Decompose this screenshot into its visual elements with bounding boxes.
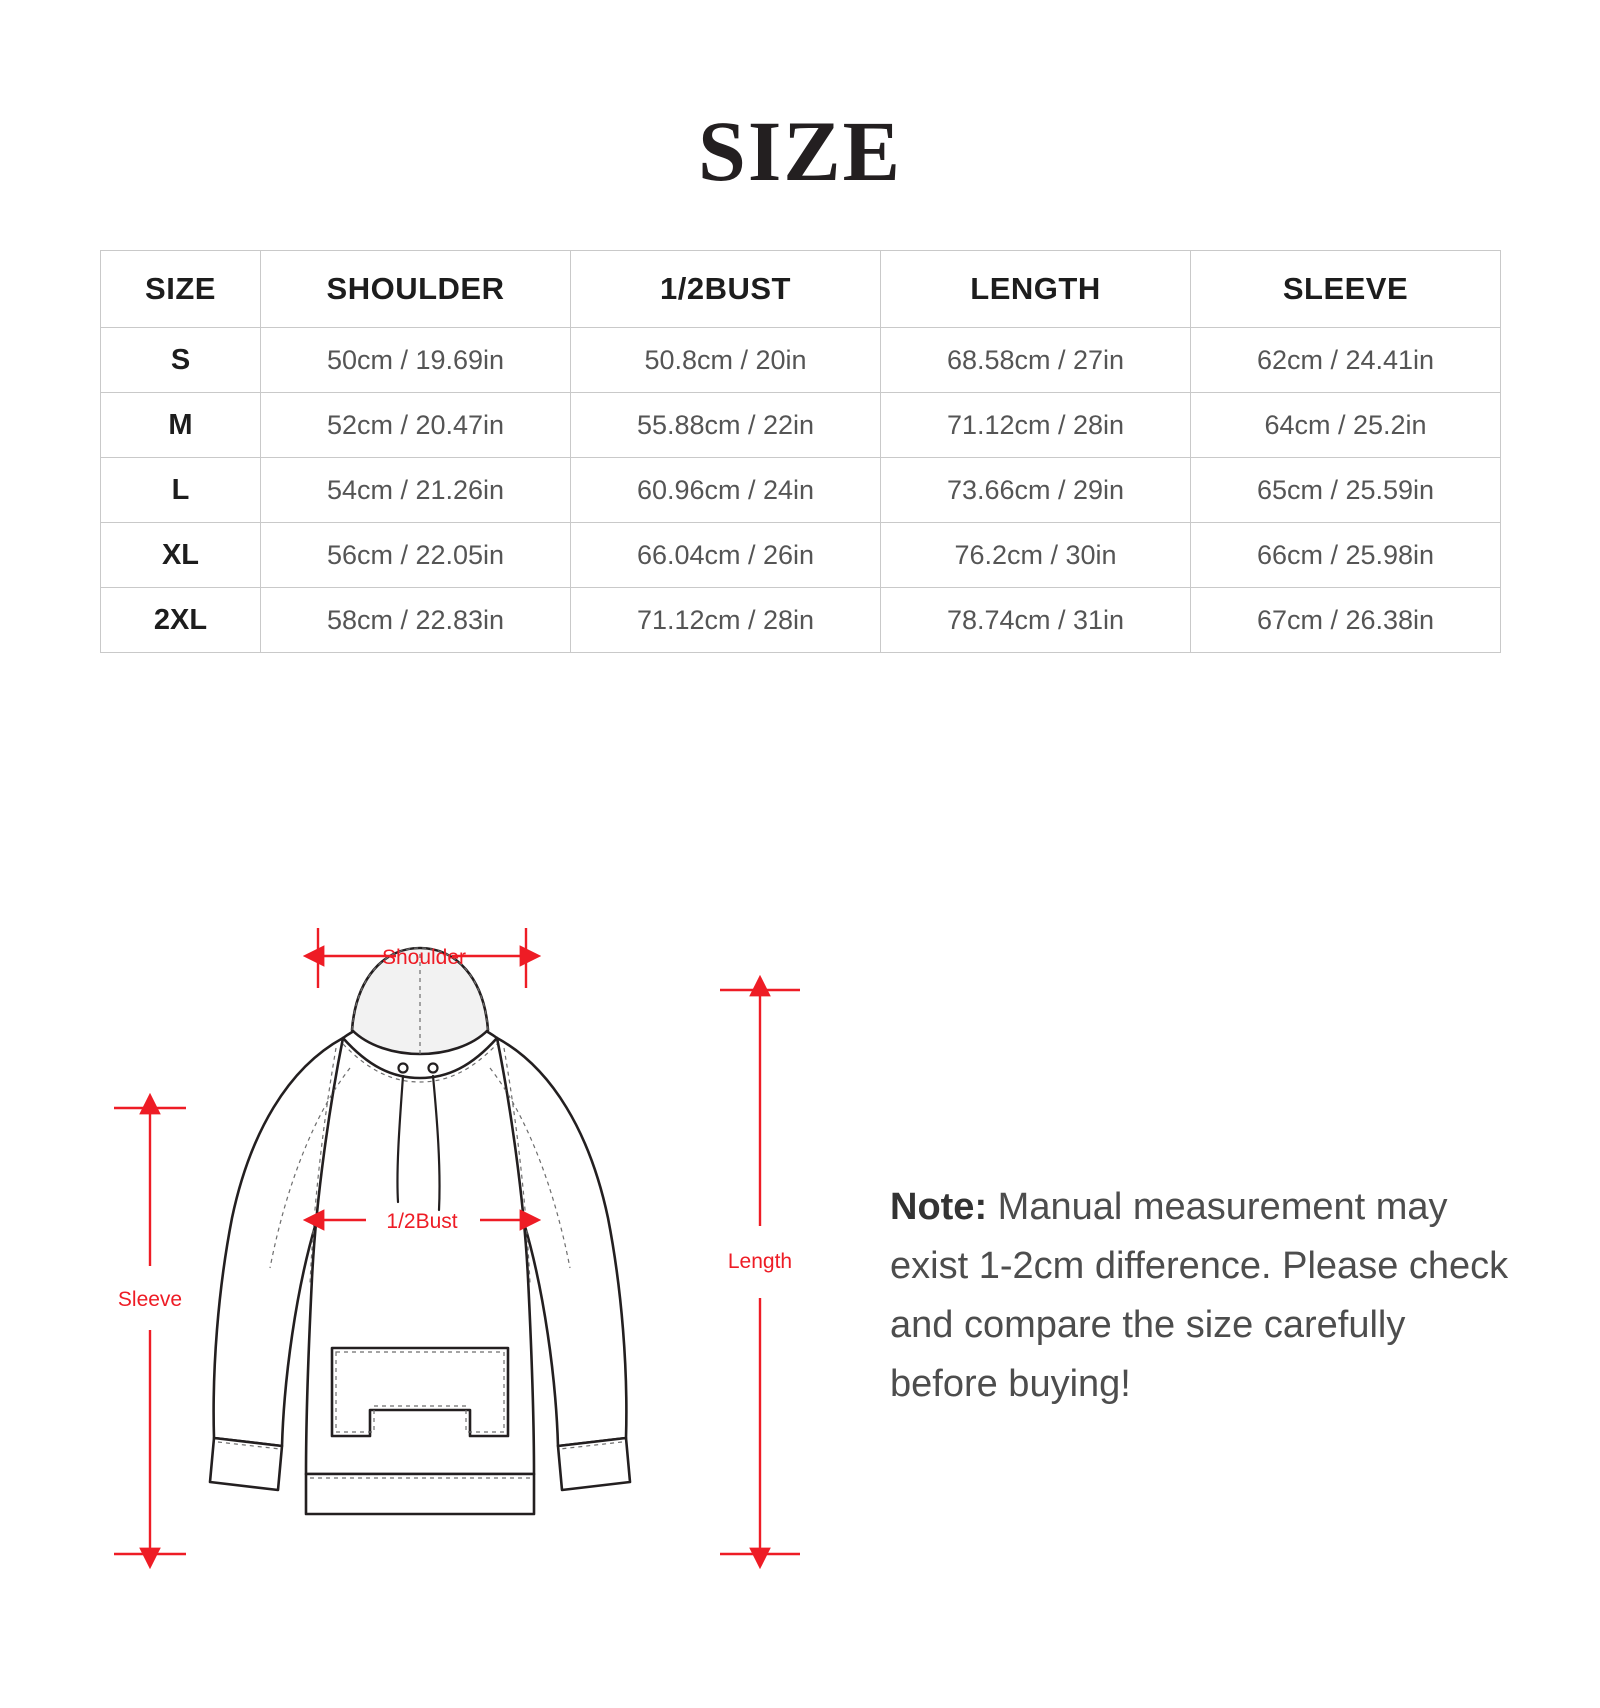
- sleeve-measure-line: [114, 1108, 186, 1554]
- table-row: [101, 328, 1501, 393]
- cell-sleeve: 65cm / 25.59in: [1191, 458, 1501, 523]
- column-header-size: SIZE: [101, 251, 261, 328]
- size-table-container: [100, 250, 1500, 653]
- cell-bust: 55.88cm / 22in: [571, 393, 881, 458]
- cell-size: S: [101, 328, 261, 393]
- cell-shoulder: 50cm / 19.69in: [261, 328, 571, 393]
- table-header-row: [101, 251, 1501, 328]
- column-header-sleeve: SLEEVE: [1191, 251, 1501, 328]
- cell-size: L: [101, 458, 261, 523]
- hoodie-measurement-diagram: [100, 918, 860, 1618]
- table-header: [101, 251, 1501, 328]
- table-row: [101, 393, 1501, 458]
- cell-length: 78.74cm / 31in: [881, 588, 1191, 653]
- cell-shoulder: 52cm / 20.47in: [261, 393, 571, 458]
- cell-length: 68.58cm / 27in: [881, 328, 1191, 393]
- table-body: [101, 328, 1501, 653]
- measurement-note: [890, 1178, 1520, 1414]
- cell-sleeve: 64cm / 25.2in: [1191, 393, 1501, 458]
- cell-bust: 60.96cm / 24in: [571, 458, 881, 523]
- cell-bust: 50.8cm / 20in: [571, 328, 881, 393]
- length-label: Length: [727, 1250, 793, 1273]
- note-text: Manual measurement may exist 1-2cm difference. Please check and compare the size carefully before buying!: [890, 1186, 1509, 1405]
- cell-size: 2XL: [101, 588, 261, 653]
- column-header-shoulder: SHOULDER: [261, 251, 571, 328]
- column-header-bust: 1/2BUST: [571, 251, 881, 328]
- size-table: [100, 250, 1501, 653]
- table-row: [101, 588, 1501, 653]
- cell-length: 71.12cm / 28in: [881, 393, 1191, 458]
- cell-bust: 71.12cm / 28in: [571, 588, 881, 653]
- cell-size: XL: [101, 523, 261, 588]
- cell-sleeve: 66cm / 25.98in: [1191, 523, 1501, 588]
- cell-shoulder: 58cm / 22.83in: [261, 588, 571, 653]
- cell-sleeve: 62cm / 24.41in: [1191, 328, 1501, 393]
- note-label: Note:: [890, 1186, 988, 1228]
- cell-length: 76.2cm / 30in: [881, 523, 1191, 588]
- table-row: [101, 458, 1501, 523]
- sleeve-label: Sleeve: [117, 1288, 183, 1311]
- shoulder-label: Shoulder: [381, 946, 467, 969]
- cell-shoulder: 56cm / 22.05in: [261, 523, 571, 588]
- cell-shoulder: 54cm / 21.26in: [261, 458, 571, 523]
- column-header-length: LENGTH: [881, 251, 1191, 328]
- cell-sleeve: 67cm / 26.38in: [1191, 588, 1501, 653]
- page-title: SIZE: [697, 103, 903, 199]
- table-row: [101, 523, 1501, 588]
- cell-length: 73.66cm / 29in: [881, 458, 1191, 523]
- cell-bust: 66.04cm / 26in: [571, 523, 881, 588]
- cell-size: M: [101, 393, 261, 458]
- bust-label: 1/2Bust: [386, 1210, 458, 1233]
